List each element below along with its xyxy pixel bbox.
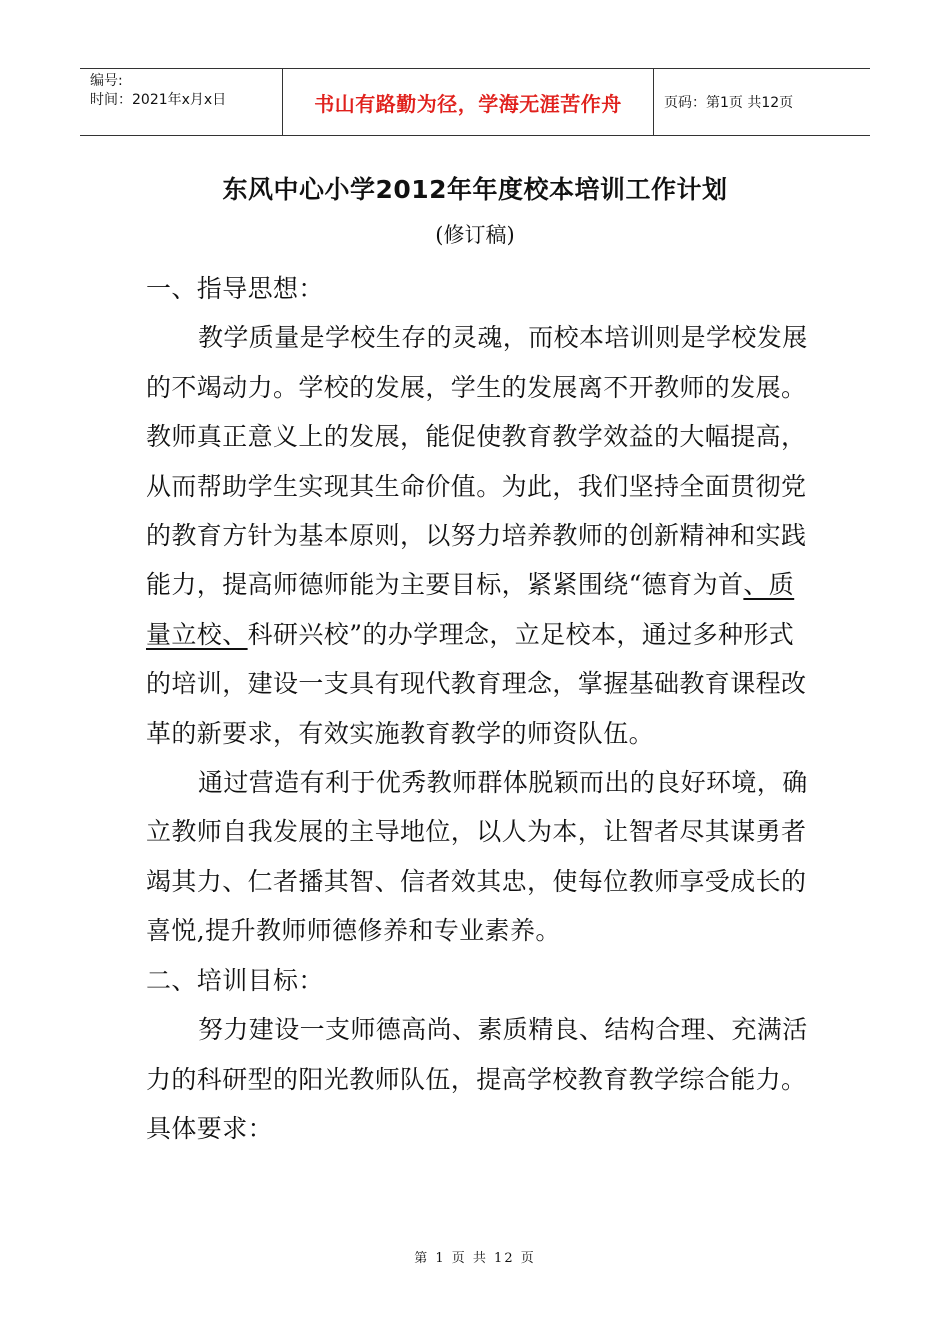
paragraph-1-part-2: 科研兴校”的办学理念，立足校本，通过多种形式的培训，建设一支具有现代教育理念，掌握基础教育课程改革的新要求，有效实施教育教学的师资队伍。 — [146, 619, 807, 748]
time-label: 时间：2021年x月x日 — [90, 92, 227, 108]
paragraph-1-part-1: 教学质量是学校生存的灵魂，而校本培训则是学校发展的不竭动力。学校的发展，学生的发展离不开教师的发展。教师真正意义上的发展，能促使教育教学效益的大幅提高，从而帮助学生实现其生命价值。为此，我们坚持全面贯彻党的教育方针为基本原则，以努力培养教师的创新精神和实践能力，提高师德师能为主要目标，紧紧围绕“德育为首 — [146, 323, 808, 600]
paragraph-1-underlined-text: 、质量立校、 — [146, 570, 795, 649]
paragraph-2: 通过营造有利于优秀教师群体脱颖而出的良好环境，确立教师自我发展的主导地位，以人为本，让智者尽其谋勇者竭其力、仁者播其智、信者效其忠，使每位教师享受成长的喜悦,提升教师师德修养和专业素养。 — [146, 768, 808, 946]
number-label: 编号: — [90, 73, 123, 89]
paragraph-3: 努力建设一支师德高尚、素质精良、结构合理、充满活力的科研型的阳光教师队伍，提高学校教育教学综合能力。具体要求： — [146, 1015, 808, 1143]
header-page-info: 页码：第1页 共12页 — [664, 95, 794, 111]
header-motto: 书山有路勤为径，学海无涯苦作舟 — [282, 69, 654, 135]
document-subtitle: (修订稿) — [435, 223, 515, 247]
page-header — [80, 68, 870, 136]
paragraph-1 — [146, 313, 808, 758]
document-body — [146, 264, 808, 1153]
section-heading-guiding-ideology: 一、指导思想： — [146, 274, 324, 303]
header-meta — [80, 69, 282, 135]
section-heading-training-goals: 二、培训目标： — [146, 965, 324, 995]
document-title: 东风中心小学2012年年度校本培训工作计划 — [222, 175, 728, 204]
page-footer: 第 1 页 共 12 页 — [414, 1251, 536, 1266]
